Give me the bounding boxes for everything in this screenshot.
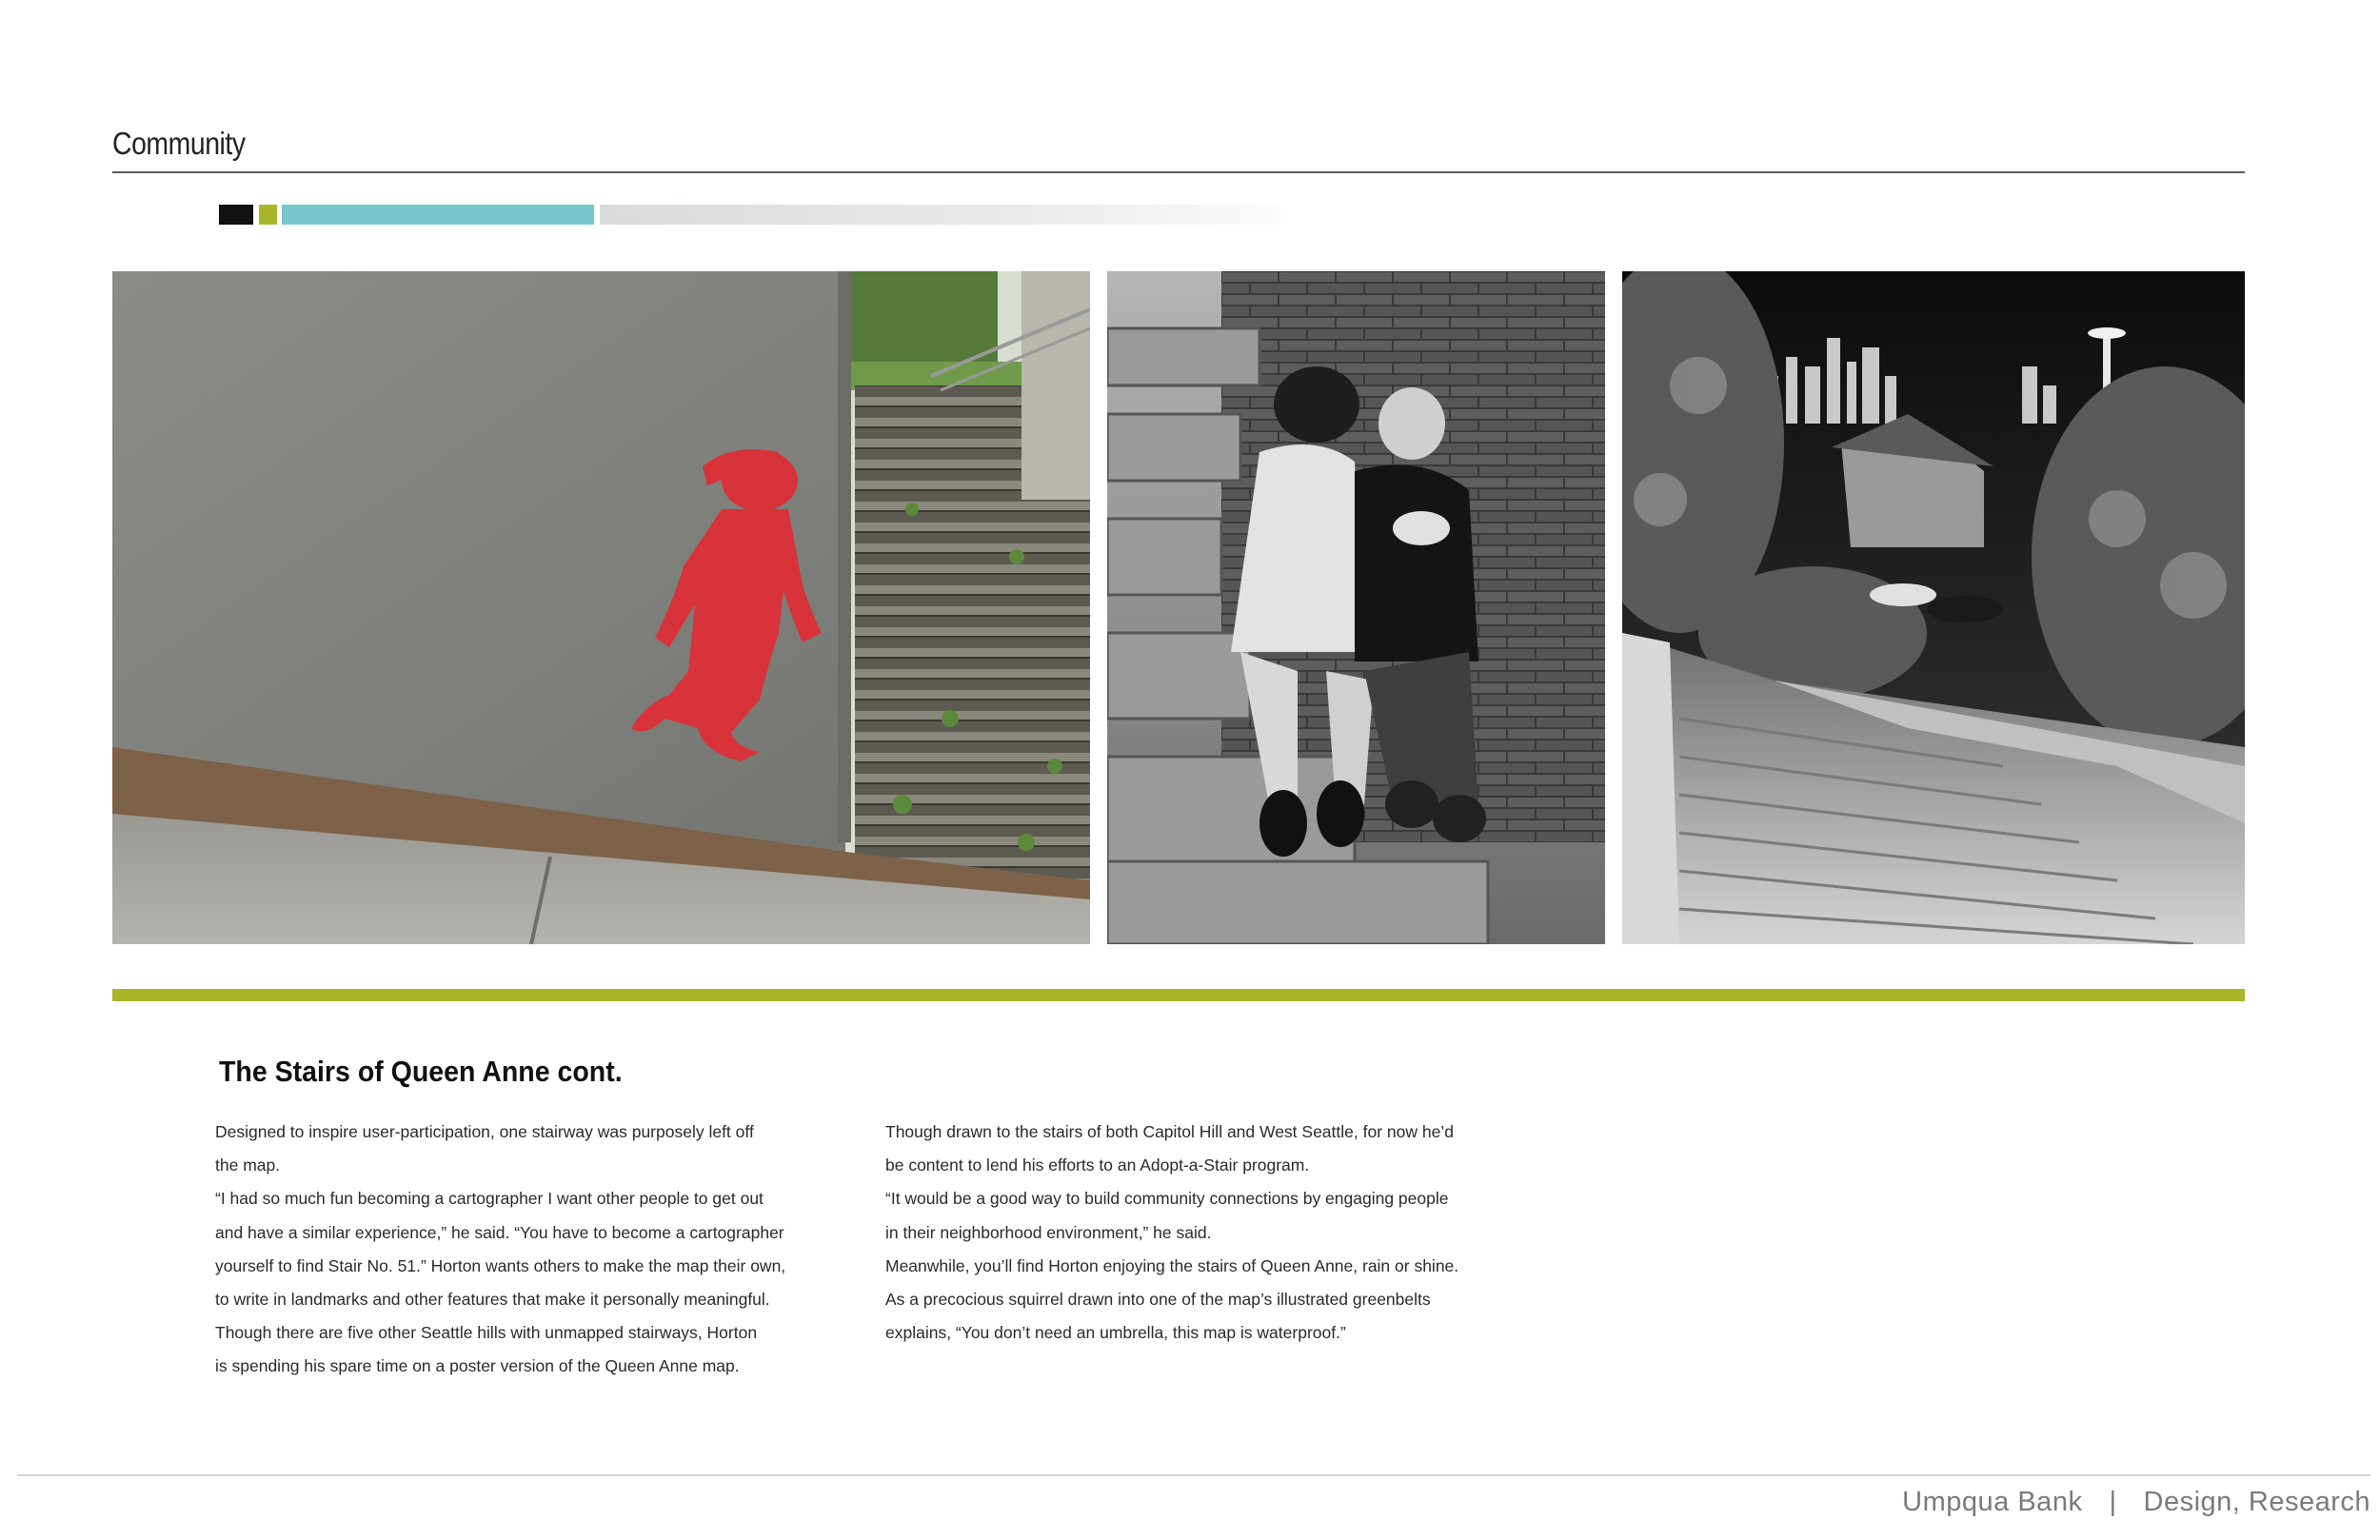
footer bbox=[1902, 1487, 2370, 1518]
red-figure-stairway-photo bbox=[112, 271, 1090, 944]
paragraph-line: Meanwhile, you’ll find Horton enjoying the stairs of Queen Anne, rain or shine. bbox=[885, 1255, 1459, 1275]
stairway-city-view-photo bbox=[1622, 271, 2245, 944]
footer-category: Design, Research bbox=[2143, 1487, 2370, 1517]
paragraph-line: “I had so much fun becoming a cartographer I want other people to get out bbox=[215, 1189, 764, 1209]
paragraph-line: and have a similar experience,” he said. “You have to become a cartographer bbox=[215, 1222, 784, 1242]
paragraph-line: be content to lend his efforts to an Adopt-a-Stair program. bbox=[885, 1155, 1310, 1175]
article-column-1 bbox=[215, 1116, 805, 1384]
color-swatch-green bbox=[259, 205, 277, 225]
color-swatch-teal bbox=[282, 205, 594, 225]
color-swatch-black bbox=[219, 205, 253, 225]
footer-divider bbox=[17, 1474, 2370, 1476]
paragraph-line: Though there are five other Seattle hills with unmapped stairways, Horton bbox=[215, 1323, 758, 1343]
color-swatch-gray-gradient bbox=[600, 205, 1280, 225]
couple-on-steps-photo bbox=[1107, 271, 1605, 944]
paragraph-line: in their neighborhood environment,” he said. bbox=[885, 1222, 1212, 1242]
paragraph-line: is spending his spare time on a poster version of the Queen Anne map. bbox=[215, 1356, 740, 1376]
section-title: Community bbox=[112, 126, 246, 161]
paragraph-line: “It would be a good way to build community connections by engaging people bbox=[885, 1189, 1449, 1209]
paragraph-line: Designed to inspire user-participation, one stairway was purposely left off bbox=[215, 1122, 754, 1141]
paragraph-line: to write in landmarks and other features that make it personally meaningful. bbox=[215, 1290, 770, 1310]
paragraph-line: the map. bbox=[215, 1155, 281, 1175]
article-heading: The Stairs of Queen Anne cont. bbox=[219, 1055, 623, 1088]
footer-client: Umpqua Bank bbox=[1902, 1487, 2083, 1517]
title-divider bbox=[112, 171, 2245, 173]
paragraph-line: explains, “You don’t need an umbrella, this map is waterproof.” bbox=[885, 1323, 1346, 1343]
article-column-2 bbox=[885, 1116, 1495, 1350]
footer-separator: | bbox=[2109, 1487, 2117, 1517]
paragraph-line: Though drawn to the stairs of both Capitol Hill and West Seattle, for now he’d bbox=[885, 1122, 1454, 1141]
paragraph-line: yourself to find Stair No. 51.” Horton wants others to make the map their own, bbox=[215, 1255, 786, 1275]
accent-divider bbox=[112, 989, 2245, 1001]
paragraph-line: As a precocious squirrel drawn into one of the map’s illustrated greenbelts bbox=[885, 1290, 1431, 1310]
